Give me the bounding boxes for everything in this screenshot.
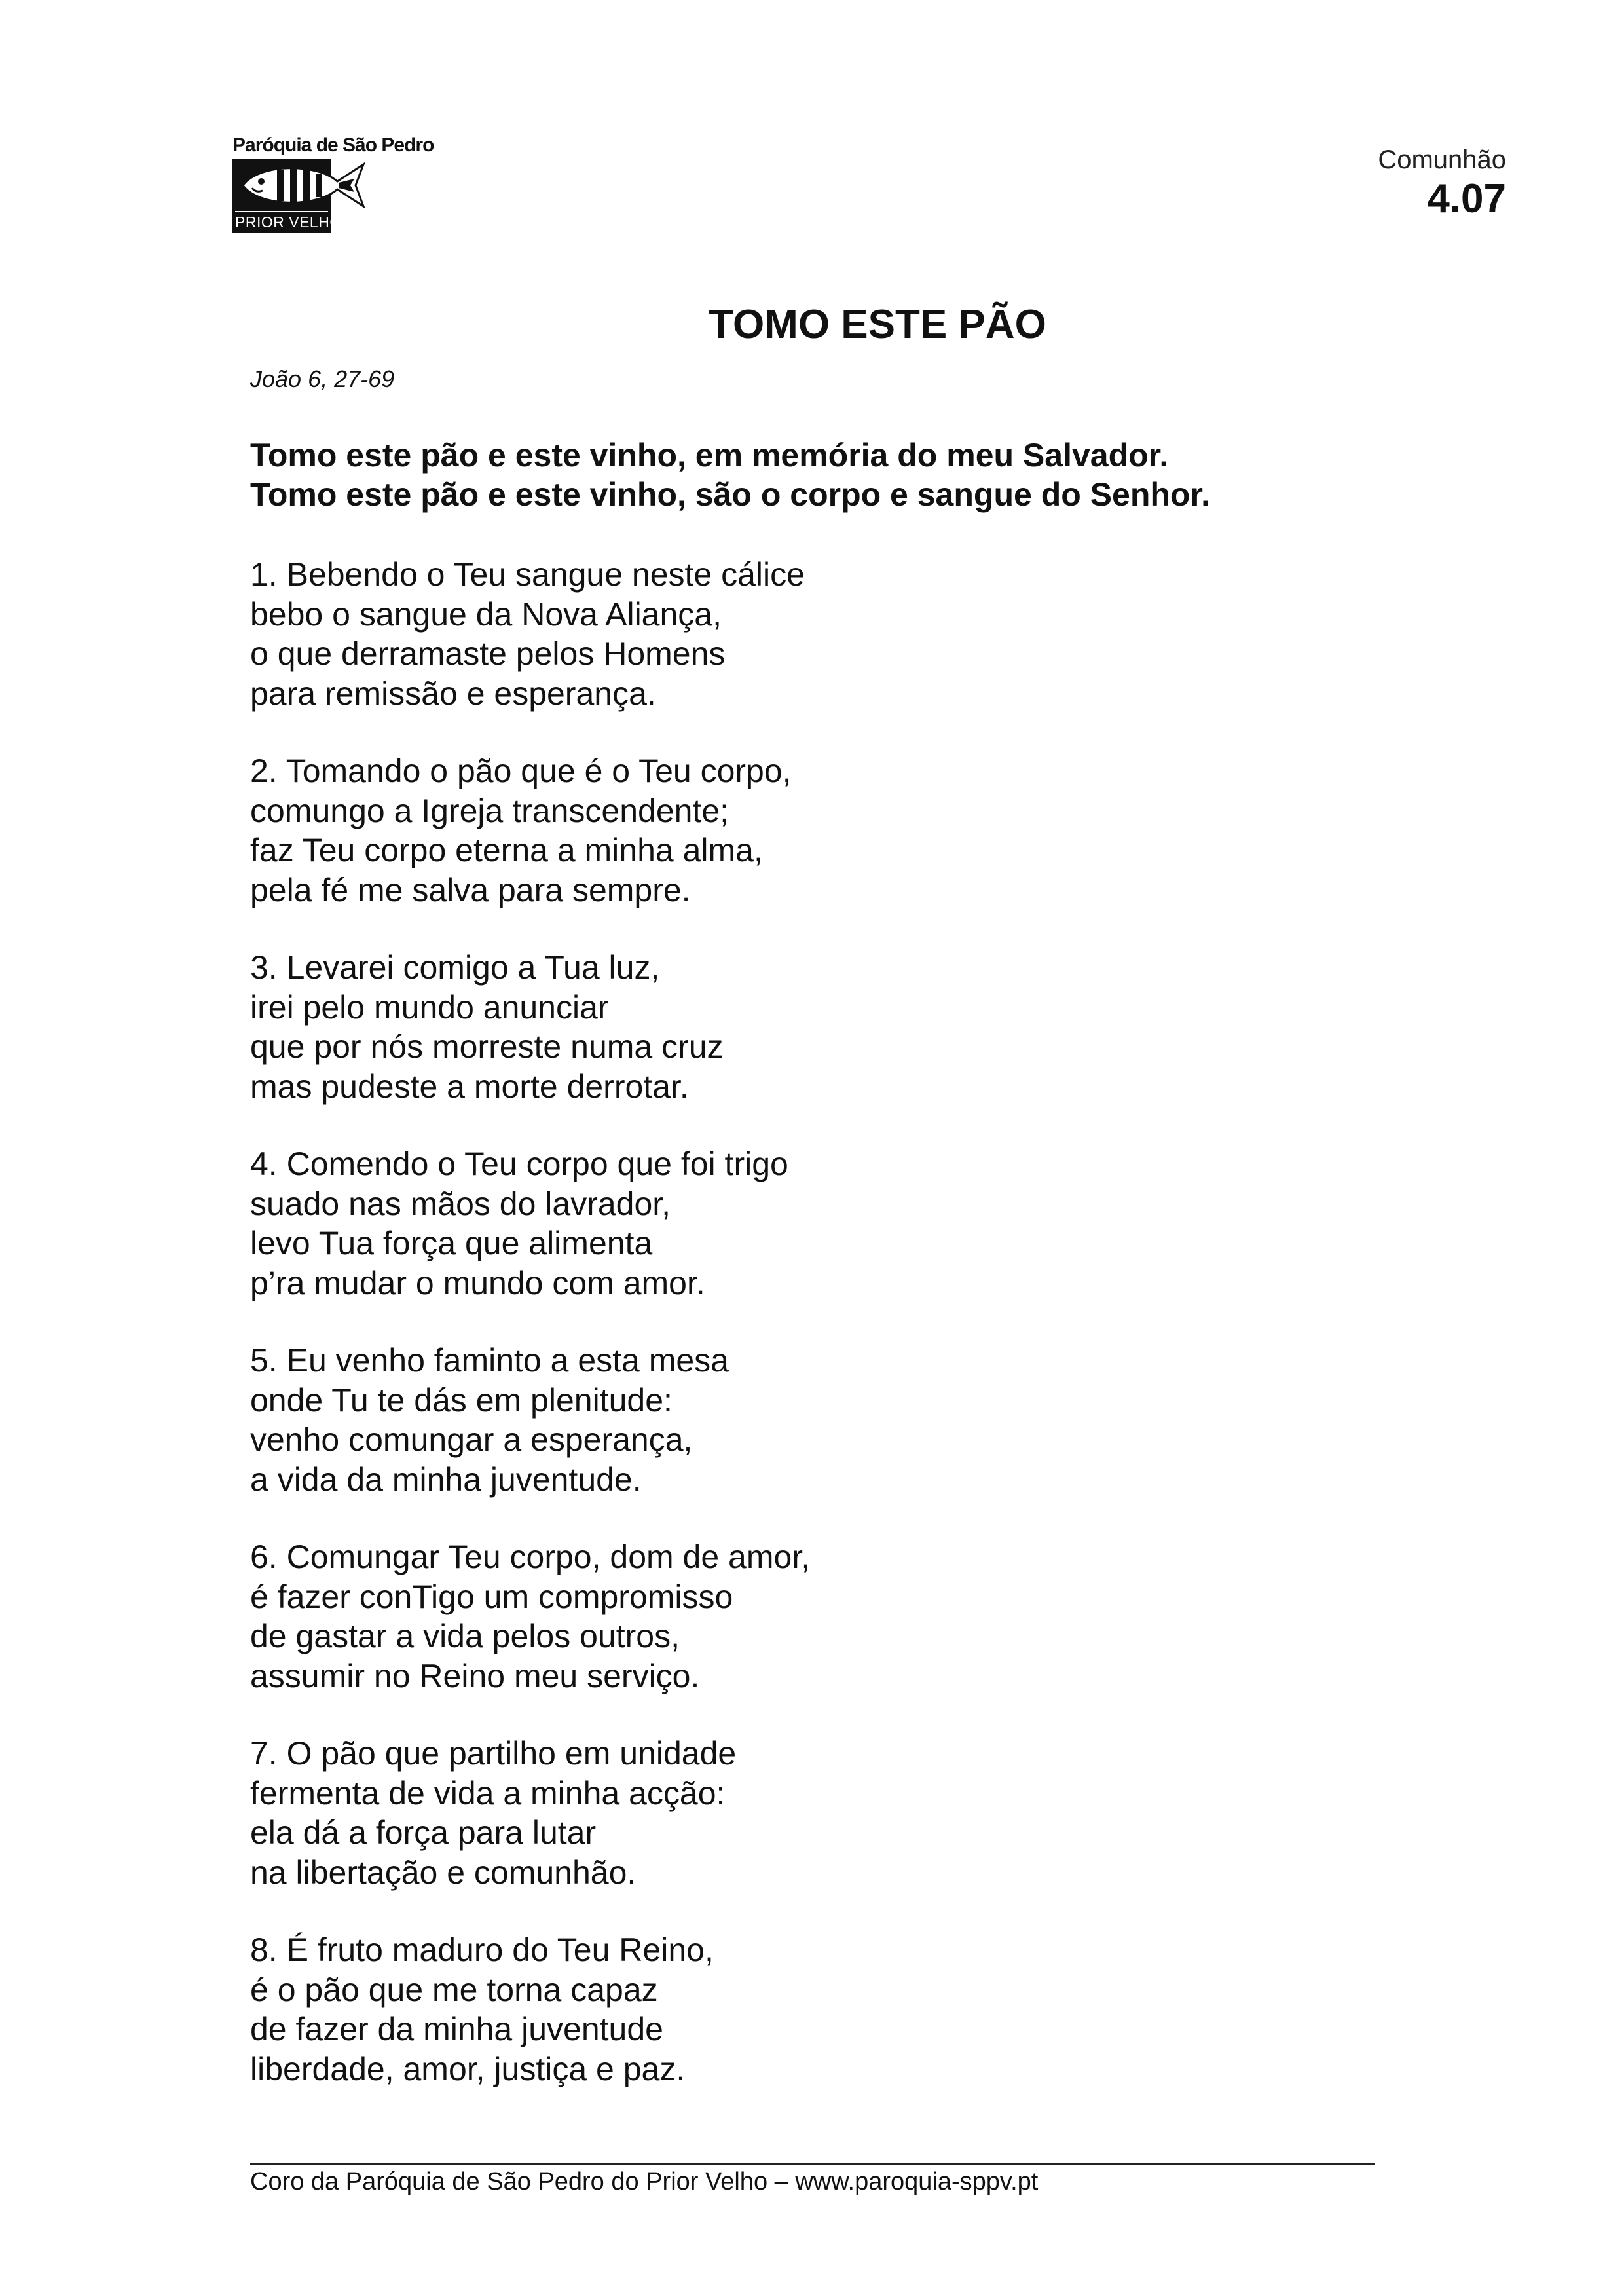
verse-line: de fazer da minha juventude bbox=[250, 2011, 663, 2047]
verse-line: pela fé me salva para sempre. bbox=[250, 871, 691, 908]
scripture-reference: João 6, 27-69 bbox=[250, 365, 395, 392]
verse-line: ela dá a força para lutar bbox=[250, 1814, 597, 1851]
verse-line: 5. Eu venho faminto a esta mesa bbox=[250, 1342, 729, 1379]
footer-divider bbox=[250, 2163, 1375, 2165]
verse-5 bbox=[250, 1341, 1232, 1499]
logo-place-name: PRIOR VELHO bbox=[235, 211, 328, 231]
verse-line: para remissão e esperança. bbox=[250, 675, 656, 712]
verse-line: levo Tua força que alimenta bbox=[250, 1225, 653, 1261]
verse-line: a vida da minha juventude. bbox=[250, 1461, 642, 1498]
verse-line: que por nós morreste numa cruz bbox=[250, 1028, 724, 1065]
verse-6 bbox=[250, 1537, 1232, 1696]
verse-line: fermenta de vida a minha acção: bbox=[250, 1774, 726, 1812]
fish-icon bbox=[239, 159, 377, 212]
refrain bbox=[250, 436, 1210, 514]
verse-7 bbox=[250, 1734, 1232, 1892]
song-number: 4.07 bbox=[1427, 176, 1506, 221]
verse-2 bbox=[250, 751, 1232, 910]
verse-line: é fazer conTigo um compromisso bbox=[250, 1578, 733, 1615]
verse-line: de gastar a vida pelos outros, bbox=[250, 1618, 680, 1654]
verse-line: 1. Bebendo o Teu sangue neste cálice bbox=[250, 556, 805, 593]
verse-line: assumir no Reino meu serviço. bbox=[250, 1657, 700, 1694]
song-title: TOMO ESTE PÃO bbox=[709, 302, 1046, 347]
verse-line: 2. Tomando o pão que é o Teu corpo, bbox=[250, 753, 792, 789]
verse-line: na libertação e comunhão. bbox=[250, 1854, 637, 1891]
verse-line: 4. Comendo o Teu corpo que foi trigo bbox=[250, 1146, 788, 1182]
refrain-line: Tomo este pão e este vinho, em memória do meu Salvador. bbox=[250, 437, 1169, 474]
logo-parish-name: Paróquia de São Pedro bbox=[232, 134, 434, 156]
verse-line: o que derramaste pelos Homens bbox=[250, 635, 726, 672]
verse-line: p’ra mudar o mundo com amor. bbox=[250, 1264, 705, 1301]
verse-line: liberdade, amor, justiça e paz. bbox=[250, 2050, 686, 2087]
verse-line: 8. É fruto maduro do Teu Reino, bbox=[250, 1931, 714, 1968]
verse-8 bbox=[250, 1930, 1232, 2089]
parish-logo bbox=[232, 134, 434, 239]
verse-line: 7. O pão que partilho em unidade bbox=[250, 1735, 737, 1772]
verse-line: venho comungar a esperança, bbox=[250, 1421, 693, 1458]
verse-line: mas pudeste a morte derrotar. bbox=[250, 1068, 689, 1105]
verse-line: onde Tu te dás em plenitude: bbox=[250, 1381, 673, 1419]
verse-3 bbox=[250, 948, 1232, 1106]
verse-line: bebo o sangue da Nova Aliança, bbox=[250, 595, 722, 633]
verse-line: 6. Comungar Teu corpo, dom de amor, bbox=[250, 1539, 811, 1575]
verse-line: irei pelo mundo anunciar bbox=[250, 988, 609, 1026]
verse-1 bbox=[250, 555, 1232, 713]
refrain-line: Tomo este pão e este vinho, são o corpo e sangue do Senhor. bbox=[250, 476, 1211, 513]
verse-line: suado nas mãos do lavrador, bbox=[250, 1185, 671, 1222]
footer-text: Coro da Paróquia de São Pedro do Prior Velho – www.paroquia-sppv.pt bbox=[250, 2168, 1039, 2195]
verse-line: comungo a Igreja transcendente; bbox=[250, 792, 729, 829]
verse-4 bbox=[250, 1144, 1232, 1303]
verses bbox=[250, 555, 1232, 2127]
song-category: Comunhão bbox=[1378, 145, 1506, 174]
verse-line: é o pão que me torna capaz bbox=[250, 1971, 658, 2008]
verse-line: 3. Levarei comigo a Tua luz, bbox=[250, 949, 660, 986]
verse-line: faz Teu corpo eterna a minha alma, bbox=[250, 832, 763, 868]
